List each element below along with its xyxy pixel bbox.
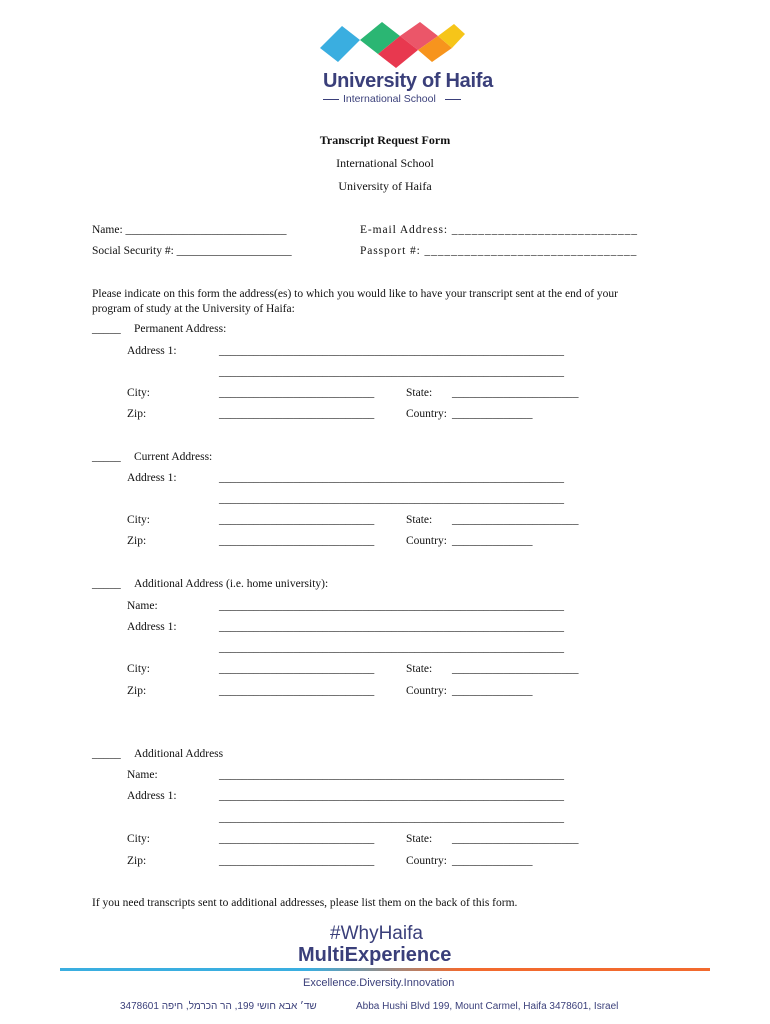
name-label: Name:	[127, 769, 158, 781]
country-label: Country:	[406, 408, 447, 420]
address-line-1[interactable]: ____________________________________________________________	[219, 621, 564, 633]
city-label: City:	[127, 514, 151, 526]
state-line[interactable]: ______________________	[452, 663, 579, 675]
logo-rule-left	[323, 99, 339, 100]
tagline: Excellence.Diversity.Innovation	[303, 977, 455, 989]
email-field[interactable]: E-mail Address: ____________________________	[360, 224, 638, 236]
address-line-2[interactable]: ____________________________________________________________	[219, 812, 564, 824]
name-label: Name:	[127, 600, 158, 612]
country-line[interactable]: ______________	[452, 685, 533, 697]
state-line[interactable]: ______________________	[452, 833, 579, 845]
address-line-1[interactable]: ____________________________________________________________	[219, 790, 564, 802]
hashtag: #WhyHaifa	[330, 923, 423, 944]
address-line-2[interactable]: ____________________________________________________________	[219, 642, 564, 654]
page-title: Transcript Request Form	[319, 133, 451, 147]
home-university-checkbox[interactable]: _____	[92, 578, 121, 590]
current-address-title: Current Address:	[134, 451, 213, 463]
zip-label: Zip:	[127, 685, 147, 697]
country-label: Country:	[406, 855, 447, 867]
country-label: Country:	[406, 535, 447, 547]
name-field[interactable]: Name: ____________________________	[92, 224, 287, 236]
country-line[interactable]: ______________	[452, 855, 533, 867]
address-label: Address 1:	[127, 345, 177, 357]
country-line[interactable]: ______________	[452, 408, 533, 420]
zip-label: Zip:	[127, 408, 147, 420]
intro-text-line-1: Please indicate on this form the address(es) to which you would like to have your transcript sent at the end of your	[92, 288, 618, 300]
name-line[interactable]: ____________________________________________________________	[219, 600, 564, 612]
city-line[interactable]: ___________________________	[219, 387, 375, 399]
name-line[interactable]: ____________________________________________________________	[219, 769, 564, 781]
address-label: Address 1:	[127, 790, 177, 802]
ssn-field[interactable]: Social Security #: ____________________	[92, 245, 292, 257]
logo-sub: International School	[343, 93, 436, 105]
country-line[interactable]: ______________	[452, 535, 533, 547]
address-label: Address 1:	[127, 472, 177, 484]
logo-sub-row	[323, 93, 463, 107]
city-line[interactable]: ___________________________	[219, 833, 375, 845]
footer-note: If you need transcripts sent to additional addresses, please list them on the back of this form.	[92, 897, 518, 909]
country-label: Country:	[406, 685, 447, 697]
logo-mark-icon	[320, 22, 465, 70]
zip-line[interactable]: ___________________________	[219, 535, 375, 547]
city-line[interactable]: ___________________________	[219, 514, 375, 526]
state-line[interactable]: ______________________	[452, 514, 579, 526]
zip-line[interactable]: ___________________________	[219, 855, 375, 867]
current-address-checkbox[interactable]: _____	[92, 451, 121, 463]
zip-label: Zip:	[127, 855, 147, 867]
footer-rule	[60, 968, 710, 971]
state-label: State:	[406, 387, 433, 399]
additional-address-title: Additional Address	[134, 748, 224, 760]
passport-field[interactable]: Passport #: ________________________________	[360, 245, 638, 257]
city-label: City:	[127, 387, 151, 399]
zip-label: Zip:	[127, 535, 147, 547]
permanent-address-title: Permanent Address:	[134, 323, 227, 335]
state-label: State:	[406, 663, 433, 675]
address-hebrew: שד׳ אבא חושי 199, הר הכרמל, חיפה 3478601	[120, 1001, 317, 1012]
page-subtitle-university: University of Haifa	[338, 179, 432, 193]
state-label: State:	[406, 833, 433, 845]
address-line-1[interactable]: ____________________________________________________________	[219, 345, 564, 357]
address-line-2[interactable]: ____________________________________________________________	[219, 366, 564, 378]
additional-address-checkbox[interactable]: _____	[92, 748, 121, 760]
permanent-address-checkbox[interactable]: _____	[92, 323, 121, 335]
address-label: Address 1:	[127, 621, 177, 633]
logo-name: University of Haifa	[323, 70, 493, 92]
home-university-title: Additional Address (i.e. home university):	[134, 578, 329, 590]
city-label: City:	[127, 663, 151, 675]
city-label: City:	[127, 833, 151, 845]
state-label: State:	[406, 514, 433, 526]
intro-text-line-2: program of study at the University of Haifa:	[92, 303, 295, 315]
city-line[interactable]: ___________________________	[219, 663, 375, 675]
state-line[interactable]: ______________________	[452, 387, 579, 399]
zip-line[interactable]: ___________________________	[219, 408, 375, 420]
zip-line[interactable]: ___________________________	[219, 685, 375, 697]
address-line-2[interactable]: ____________________________________________________________	[219, 493, 564, 505]
multi-experience: MultiExperience	[298, 944, 452, 966]
address-line-1[interactable]: ____________________________________________________________	[219, 472, 564, 484]
address-english: Abba Hushi Blvd 199, Mount Carmel, Haifa 3478601, Israel	[356, 1001, 619, 1012]
logo-rule-right	[445, 99, 461, 100]
page-subtitle-school: International School	[336, 156, 434, 170]
